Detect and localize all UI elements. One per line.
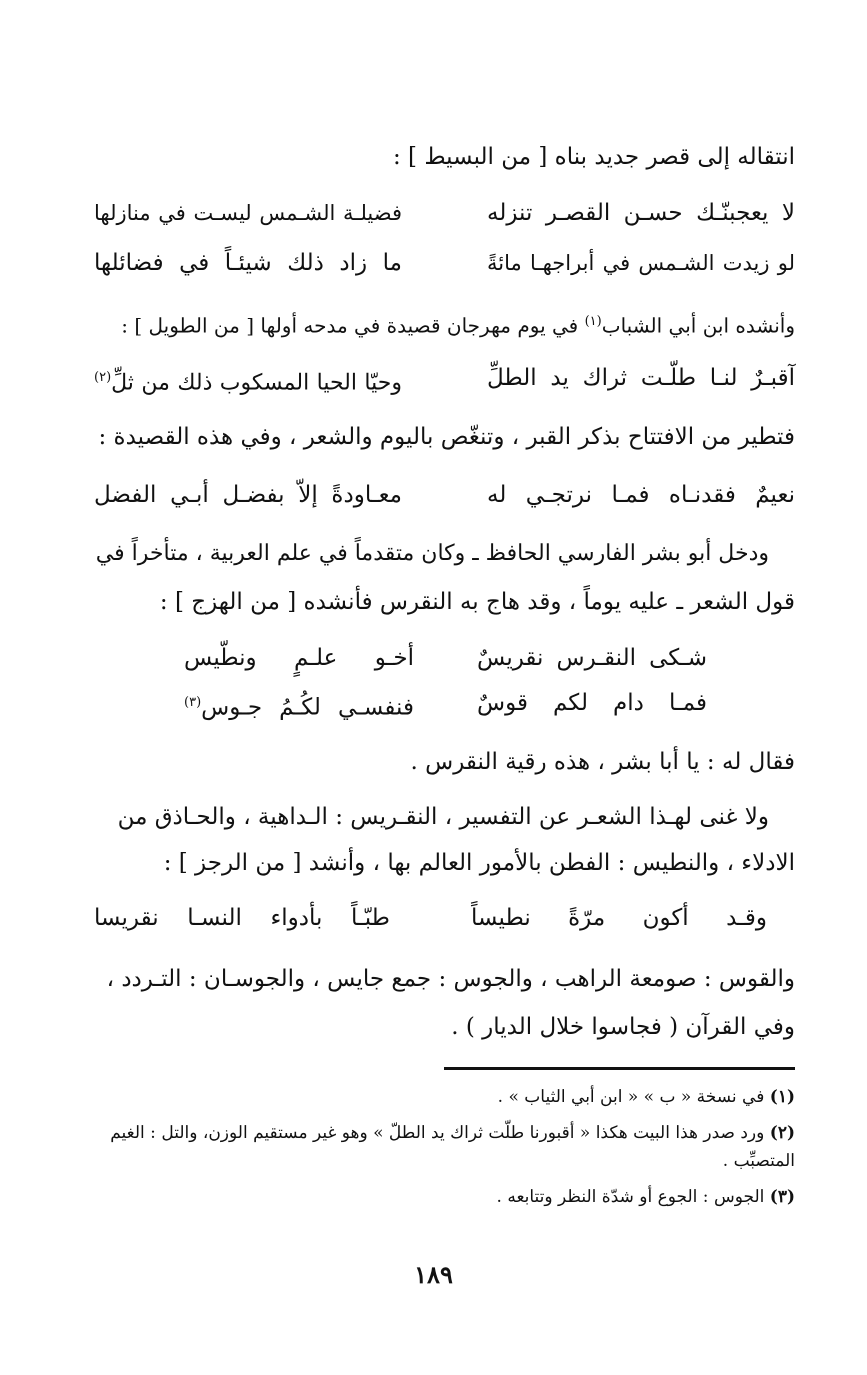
- verse-3-second-text: وحيّا الحيا المسكوب ذلك من ثلِّ: [111, 370, 402, 396]
- verse-6: [184, 685, 707, 721]
- footnote-1: [498, 1085, 795, 1109]
- footnote-2-continuation-text: المتصبِّب .: [722, 1151, 795, 1171]
- verse-4-first-hemistich: نعيمٌ فقدنـاه فمـا نرتجـي له: [487, 482, 795, 508]
- footnote-2-number: (٢): [769, 1123, 795, 1143]
- verse-1: [94, 195, 795, 231]
- footnote-3-text: الجوس : الجوع أو شدّة النظر وتتابعه .: [496, 1187, 765, 1207]
- text-line-2-end: في يوم مهرجان قصيدة في مدحه أولها [ من الطويل ] :: [121, 313, 579, 338]
- text-line-2: [121, 305, 795, 343]
- verse-2-second-hemistich: ما زاد ذلك شيئـاً في فضائلها: [94, 250, 402, 276]
- verse-5-second-hemistich: أخـو علـمٍ ونطّيس: [184, 645, 414, 671]
- verse-7-second-hemistich: طبّـاً بأدواء النسـا نقريسا: [94, 905, 390, 931]
- verse-3-second-hemistich: [94, 360, 402, 401]
- footnote-ref-3: (٣): [184, 695, 202, 710]
- verse-7: [94, 900, 767, 936]
- text-line-6: فقال له : يا أبا بشر ، هذه رقية النقرس .: [410, 749, 795, 775]
- verse-6-first-hemistich: فمـا دام لكم قوسٌ: [477, 690, 707, 716]
- verse-3-first-hemistich: آقبـرٌ لنـا طلّـت ثراك يد الطلِّ: [487, 365, 795, 391]
- footnote-2: [110, 1121, 795, 1145]
- footnote-2-continuation: [723, 1149, 795, 1173]
- text-line-4: ودخل أبو بشر الفارسي الحافظ ـ وكان متقدماً في علم العربية ، متأخراً في: [95, 541, 769, 566]
- verse-1-second-hemistich: فضيلـة الشـمس ليسـت في منازلها: [94, 201, 402, 225]
- verse-4-second-hemistich: معـاودةً إلاّ بفضـل أبـي الفضل: [94, 482, 402, 508]
- verse-5-first-hemistich: شـكى النقـرس نقريسٌ: [477, 645, 707, 671]
- verse-4: [94, 477, 795, 513]
- footnote-separator: [444, 1067, 795, 1070]
- text-line-9: والقوس : صومعة الراهب ، والجوس : جمع جايس ، والجوسـان : التـردد ،: [106, 966, 795, 992]
- text-line-5: قول الشعر ـ عليه يوماً ، وقد هاج به النقرس فأنشده [ من الهزج ] :: [159, 589, 795, 615]
- footnote-ref-1: (١): [584, 314, 602, 329]
- verse-6-second-hemistich: [184, 685, 414, 726]
- footnote-1-text: في نسخة « ب » « ابن أبي الثياب » .: [497, 1087, 765, 1107]
- verse-2-first-hemistich: لو زيدت الشـمس في أبراجهـا مائةً: [487, 251, 795, 275]
- verse-1-first-hemistich: لا يعجبنّـك حسـن القصـر تنزله: [487, 200, 795, 226]
- page-number: ١٨٩: [414, 1260, 453, 1289]
- footnote-ref-2: (٢): [94, 370, 112, 385]
- text-line-8: الادلاء ، والنطيس : الفطن بالأمور العالم بها ، وأنشد [ من الرجز ] :: [163, 850, 795, 876]
- footnote-3: [497, 1185, 795, 1209]
- verse-3: [94, 360, 795, 396]
- verse-7-first-hemistich: وقـد أكون مرّةً نطيساً: [471, 905, 767, 931]
- text-line-7: ولا غنى لهـذا الشعـر عن التفسير ، النقـريس : الـداهية ، والحـاذق من: [117, 804, 769, 830]
- text-line-1: انتقاله إلى قصر جديد بناه [ من البسيط ] :: [392, 144, 795, 170]
- footnote-2-text: ورد صدر هذا البيت هكذا « أقبورنا طلّت ثراك يد الطلّ » وهو غير مستقيم الوزن، والتل : الغيم: [110, 1123, 765, 1143]
- footnote-3-number: (٣): [769, 1187, 795, 1207]
- text-line-2-start: وأنشده ابن أبي الشباب: [601, 313, 795, 338]
- footnote-1-number: (١): [769, 1087, 795, 1107]
- verse-2: [94, 245, 795, 281]
- verse-5: [184, 640, 707, 676]
- text-line-3: فتطير من الافتتاح بذكر القبر ، وتنغّص باليوم والشعر ، وفي هذه القصيدة :: [98, 424, 795, 450]
- text-line-10: وفي القرآن ( فجاسوا خلال الديار ) .: [451, 1014, 795, 1040]
- verse-6-second-text: فنفسـي لكُـمُ جـوس: [201, 694, 414, 721]
